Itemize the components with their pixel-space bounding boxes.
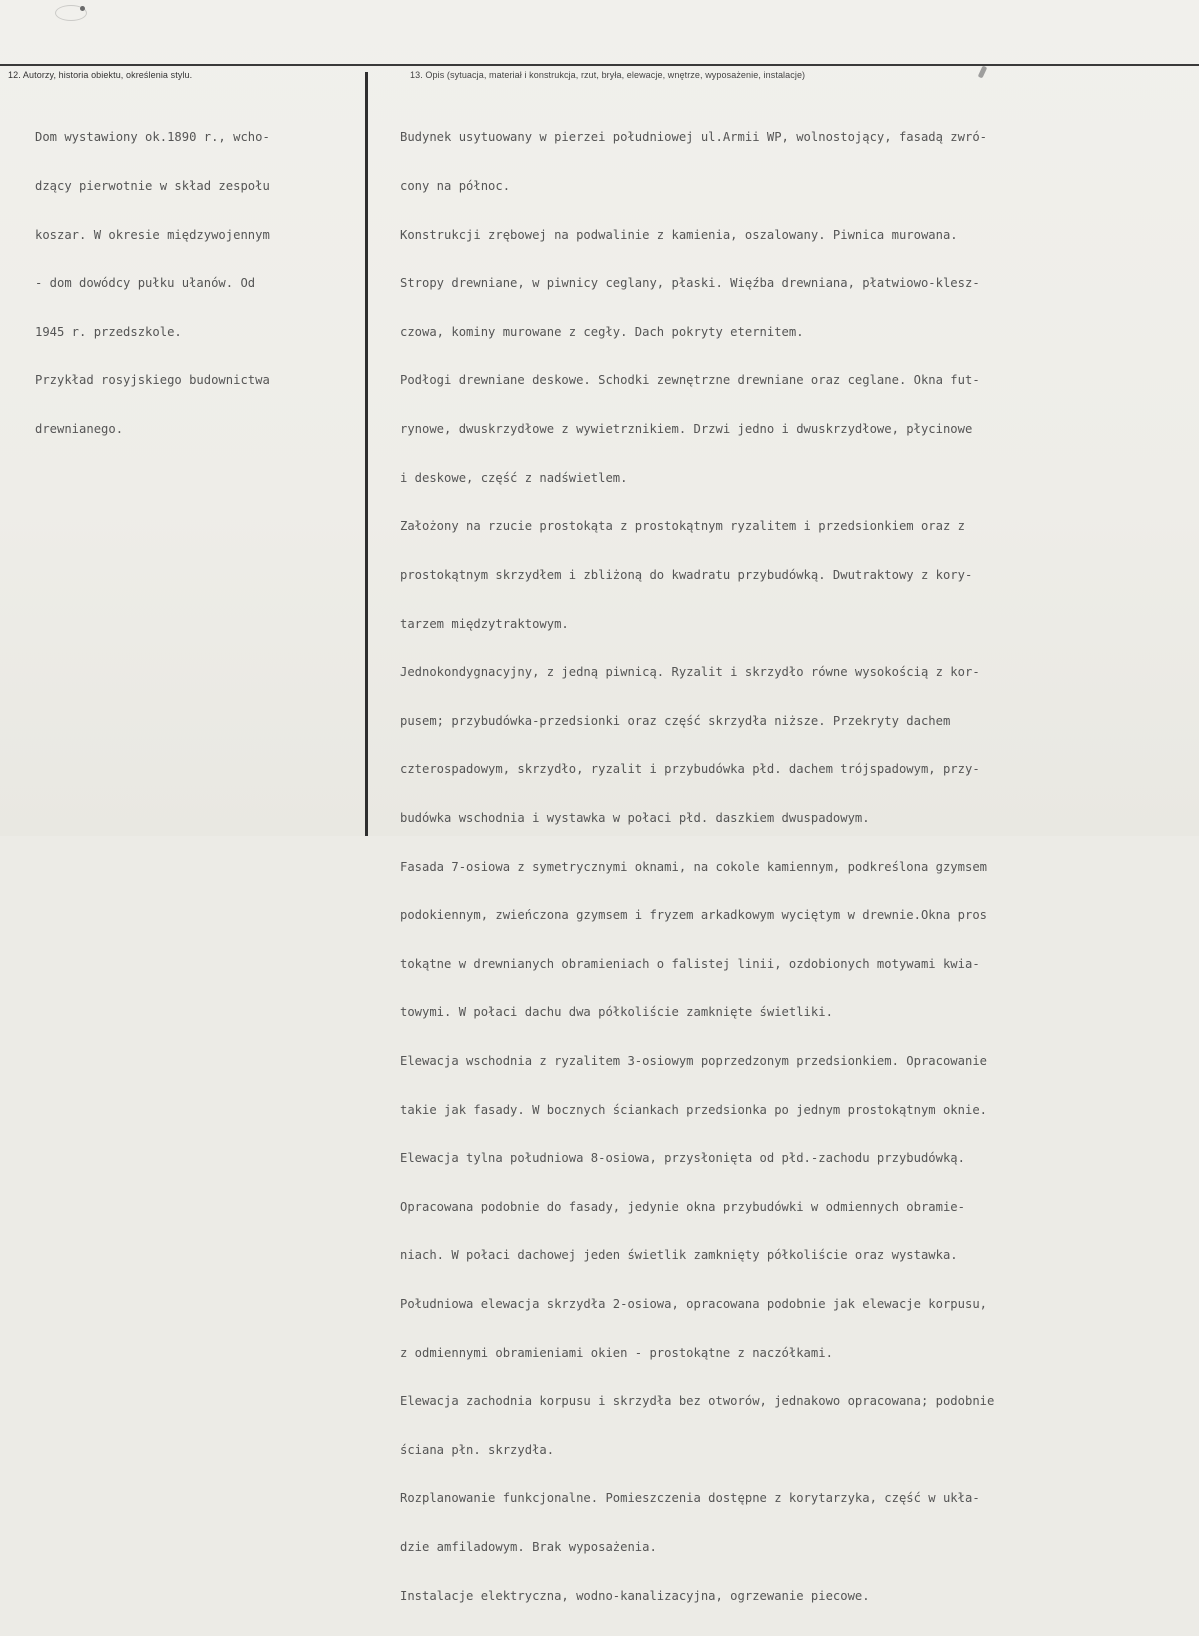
text-line: - dom dowódcy pułku ułanów. Od bbox=[35, 276, 256, 291]
field-13-heading: 13. Opis (sytuacja, materiał i konstrukcja, rzut, bryła, elewacje, wnętrze, wyposażenie, instalacje) bbox=[410, 70, 806, 80]
text-line: Elewacja tylna południowa 8-osiowa, przysłonięta od płd.-zachodu przybudówką. bbox=[400, 1151, 965, 1166]
field-12-text bbox=[35, 97, 270, 470]
text-line: tarzem międzytraktowym. bbox=[400, 616, 569, 631]
text-line: Konstrukcji zrębowej na podwalinie z kamienia, oszalowany. Piwnica murowana. bbox=[400, 227, 958, 242]
text-line: czterospadowym, skrzydło, ryzalit i przybudówka płd. dachem trójspadowym, przy- bbox=[400, 762, 980, 777]
column-divider bbox=[365, 72, 368, 836]
text-line: budówka wschodnia i wystawka w połaci płd. daszkiem dwuspadowym. bbox=[400, 810, 870, 825]
text-line: Jednokondygnacyjny, z jedną piwnicą. Ryzalit i skrzydło równe wysokością z kor- bbox=[400, 665, 980, 680]
text-line: Budynek usytuowany w pierzei południowej ul.Armii WP, wolnostojący, fasadą zwró- bbox=[400, 130, 987, 145]
text-line: Stropy drewniane, w piwnicy ceglany, płaski. Więźba drewniana, płatwiowo-klesz- bbox=[400, 276, 980, 291]
pin-hole bbox=[80, 6, 85, 11]
text-line: niach. W połaci dachowej jeden świetlik zamknięty półkoliście oraz wystawka. bbox=[400, 1248, 958, 1263]
text-line: Rozplanowanie funkcjonalne. Pomieszczenia dostępne z korytarzyka, część w ukła- bbox=[400, 1491, 980, 1506]
text-line: Założony na rzucie prostokąta z prostokątnym ryzalitem i przedsionkiem oraz z bbox=[400, 519, 965, 534]
text-line: Elewacja wschodnia z ryzalitem 3-osiowym poprzedzonym przedsionkiem. Opracowanie bbox=[400, 1053, 987, 1068]
text-line: towymi. W połaci dachu dwa półkoliście zamknięte świetliki. bbox=[400, 1005, 833, 1020]
text-line: rynowe, dwuskrzydłowe z wywietrznikiem. Drzwi jedno i dwuskrzydłowe, płycinowe bbox=[400, 422, 973, 437]
text-line: cony na północ. bbox=[400, 179, 511, 194]
text-line: Opracowana podobnie do fasady, jedynie okna przybudówki w odmiennych obramie- bbox=[400, 1199, 965, 1214]
text-line: pusem; przybudówka-przedsionki oraz część skrzydła niższe. Przekryty dachem bbox=[400, 713, 951, 728]
text-line: prostokątnym skrzydłem i zbliżoną do kwadratu przybudówką. Dwutraktowy z kory- bbox=[400, 567, 973, 582]
text-line: czowa, kominy murowane z cegły. Dach pokryty eternitem. bbox=[400, 324, 804, 339]
text-line: takie jak fasady. W bocznych ściankach przedsionka po jednym prostokątnym oknie. bbox=[400, 1102, 987, 1117]
text-line: z odmiennymi obramieniami okien - prostokątne z naczółkami. bbox=[400, 1345, 833, 1360]
pencil-mark bbox=[978, 66, 988, 79]
text-line: Elewacja zachodnia korpusu i skrzydła bez otworów, jednakowo opracowana; podobnie bbox=[400, 1394, 995, 1409]
field-12-heading: 12. Autorzy, historia obiektu, określenia stylu. bbox=[8, 70, 193, 80]
text-line: podokiennym, zwieńczona gzymsem i fryzem arkadkowym wyciętym w drewnie.Okna pros bbox=[400, 908, 987, 923]
text-line: i deskowe, część z nadświetlem. bbox=[400, 470, 628, 485]
field-13-text bbox=[400, 97, 994, 1636]
text-line: ściana płn. skrzydła. bbox=[400, 1442, 555, 1457]
text-line: 1945 r. przedszkole. bbox=[35, 324, 182, 339]
text-line: Fasada 7-osiowa z symetrycznymi oknami, na cokole kamiennym, podkreślona gzymsem bbox=[400, 859, 987, 874]
top-rule bbox=[0, 64, 1199, 66]
text-line: dzący pierwotnie w skład zespołu bbox=[35, 179, 270, 194]
text-line: Podłogi drewniane deskowe. Schodki zewnętrzne drewniane oraz ceglane. Okna fut- bbox=[400, 373, 980, 388]
text-line: Dom wystawiony ok.1890 r., wcho- bbox=[35, 130, 270, 145]
text-line: dzie amfiladowym. Brak wyposażenia. bbox=[400, 1540, 657, 1555]
text-line: Instalacje elektryczna, wodno-kanalizacyjna, ogrzewanie piecowe. bbox=[400, 1588, 870, 1603]
text-line: Południowa elewacja skrzydła 2-osiowa, opracowana podobnie jak elewacje korpusu, bbox=[400, 1297, 987, 1312]
text-line: drewnianego. bbox=[35, 422, 124, 437]
text-line: koszar. W okresie międzywojennym bbox=[35, 227, 270, 242]
text-line: Przykład rosyjskiego budownictwa bbox=[35, 373, 270, 388]
text-line: tokątne w drewnianych obramieniach o falistej linii, ozdobionych motywami kwia- bbox=[400, 956, 980, 971]
